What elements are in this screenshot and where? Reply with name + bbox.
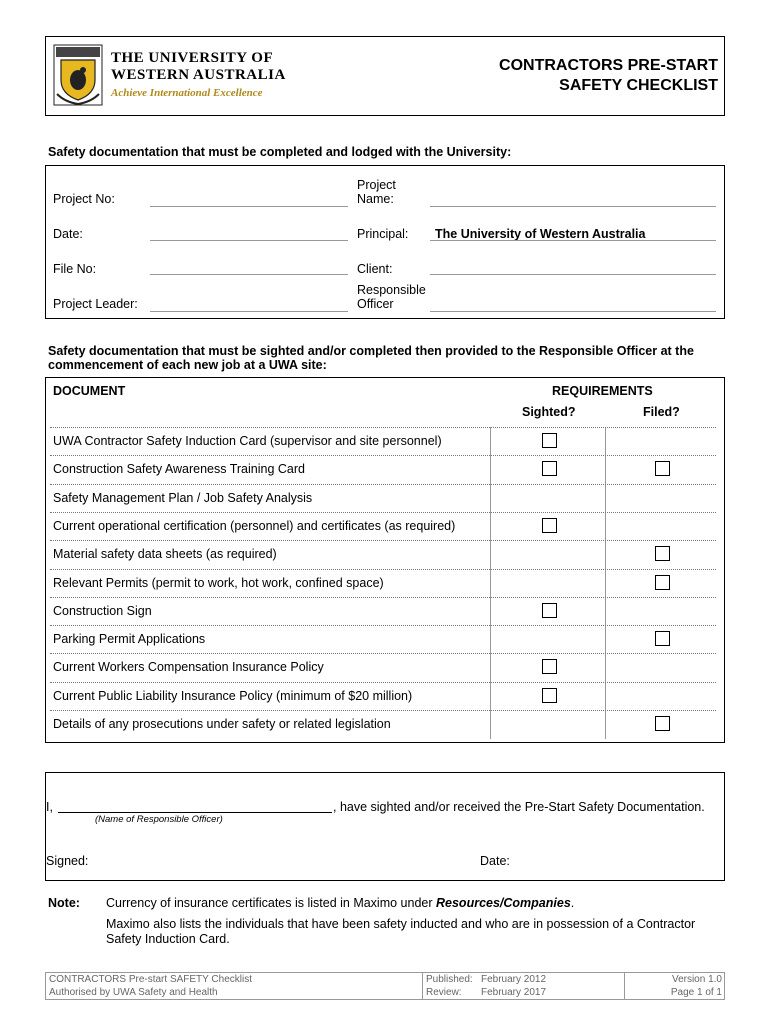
project-no-label: Project No: [53,192,115,206]
document-row-label: Current Public Liability Insurance Policy (minimum of $20 million) [53,688,413,703]
section2-heading-line2: commencement of each new job at a UWA site: [48,358,327,372]
document-row-label: Parking Permit Applications [53,632,206,647]
document-row-label: Construction Sign [53,603,152,618]
filed-checkbox[interactable] [655,461,670,476]
note-line1-pre: Currency of insurance certificates is listed in Maximo under [106,896,436,910]
university-name-line2: WESTERN AUSTRALIA [111,67,286,83]
client-label: Client: [357,262,393,276]
date-label: Date: [53,227,83,241]
note-label: Note: [48,896,80,910]
column-divider-sighted [490,427,491,739]
responsible-officer-name-field[interactable] [58,812,332,813]
footer-review-value: February 2017 [481,987,547,998]
row-divider [50,625,716,626]
row-divider [50,512,716,513]
document-row-label: Construction Safety Awareness Training Card [53,462,305,477]
signed-label: Signed: [46,854,89,868]
project-leader-label: Project Leader: [53,297,138,311]
filed-checkbox[interactable] [655,546,670,561]
name-hint: (Name of Responsible Officer) [95,814,223,825]
footer-page: Page 1 of 1 [670,987,722,998]
sighted-checkbox[interactable] [542,659,557,674]
note-line1-post: . [570,896,575,910]
note-line1 [106,896,574,910]
filed-checkbox[interactable] [655,575,670,590]
row-divider [50,484,716,485]
responsible-officer-field[interactable] [430,311,716,312]
column-header-requirements: REQUIREMENTS [552,384,653,398]
project-name-field[interactable] [430,206,716,207]
column-header-sighted: Sighted? [522,405,576,419]
document-row-label: Current operational certification (personnel) and certificates (as required) [53,518,456,533]
sighted-checkbox[interactable] [542,461,557,476]
column-header-filed: Filed? [643,405,680,419]
declaration-box [45,772,725,881]
row-divider [50,455,716,456]
section1-heading: Safety documentation that must be completed and lodged with the University: [48,145,512,159]
principal-value: The University of Western Australia [435,227,646,241]
university-name-line1: THE UNIVERSITY OF [111,50,274,66]
document-row-label: Details of any prosecutions under safety or related legislation [53,717,391,731]
sighted-checkbox[interactable] [542,518,557,533]
project-name-label-1: Project [357,178,396,192]
row-divider [50,653,716,654]
footer-published-label: Published: [426,974,473,985]
responsible-officer-label-1: Responsible [357,283,426,297]
declaration-date-label: Date: [480,854,510,868]
footer-review-label: Review: [426,987,462,998]
footer-divider-2 [624,972,625,1000]
document-row-label: Current Workers Compensation Insurance Policy [53,660,324,675]
footer-authorised: Authorised by UWA Safety and Health [49,987,218,998]
row-divider [50,569,716,570]
row-divider [50,427,716,428]
form-title-line2: SAFETY CHECKLIST [559,77,718,94]
note-line3: Safety Induction Card. [106,932,230,946]
footer-divider-1 [422,972,423,1000]
principal-field[interactable] [430,240,716,241]
note-line2: Maximo also lists the individuals that have been safety inducted and who are in possession of a Contractor [106,917,696,931]
filed-checkbox[interactable] [655,631,670,646]
date-field[interactable] [150,240,348,241]
file-no-field[interactable] [150,274,348,275]
university-motto: Achieve International Excellence [111,87,263,99]
footer-doc-title: CONTRACTORS Pre-start SAFETY Checklist [49,974,252,985]
declaration-i: I, [46,800,53,814]
sighted-checkbox[interactable] [542,688,557,703]
document-row-label: UWA Contractor Safety Induction Card (supervisor and site personnel) [53,434,442,448]
declaration-statement: , have sighted and/or received the Pre-Start Safety Documentation. [333,800,705,814]
sighted-checkbox[interactable] [542,603,557,618]
section2-heading-line1: Safety documentation that must be sighted and/or completed then provided to the Responsible Officer at the [48,344,694,358]
footer-published-value: February 2012 [481,974,547,985]
project-no-field[interactable] [150,206,348,207]
document-row-label: Material safety data sheets (as required) [53,547,277,562]
row-divider [50,540,716,541]
row-divider [50,710,716,711]
sighted-checkbox[interactable] [542,433,557,448]
note-line1-emphasis: Resources/Companies [436,896,571,910]
document-row-label: Relevant Permits (permit to work, hot work, confined space) [53,575,384,590]
row-divider [50,597,716,598]
principal-label: Principal: [357,227,409,241]
column-header-document: DOCUMENT [53,384,126,398]
row-divider [50,682,716,683]
footer-version: Version 1.0 [671,974,722,985]
client-field[interactable] [430,274,716,275]
filed-checkbox[interactable] [655,716,670,731]
form-title-line1: CONTRACTORS PRE-START [499,57,718,74]
file-no-label: File No: [53,262,97,276]
column-divider-filed [605,427,606,739]
project-name-label-2: Name: [357,192,394,206]
document-row-label: Safety Management Plan / Job Safety Analysis [53,490,313,505]
uwa-crest-logo [53,44,103,106]
project-leader-field[interactable] [150,311,348,312]
responsible-officer-label-2: Officer [357,297,394,311]
